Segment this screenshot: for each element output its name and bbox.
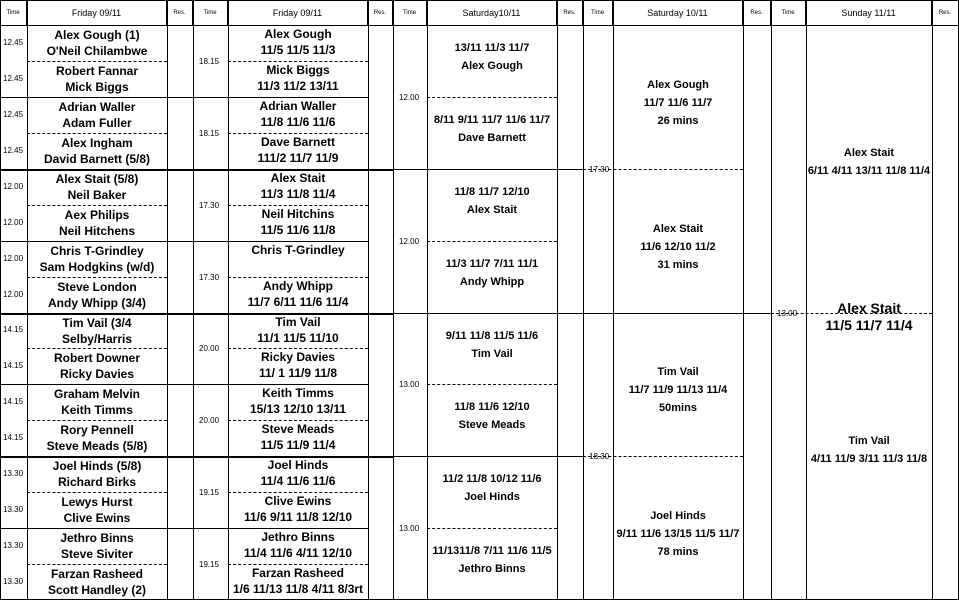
round2-winner: Chris T-Grindley [251, 242, 345, 257]
header-time-12: Time [771, 0, 806, 25]
semifinal-score: 11/7 11/6 11/7 [643, 96, 713, 109]
header-col5-13: Sunday 11/11 [806, 0, 932, 25]
round1-player: Tim Vail (3/4 [62, 315, 132, 330]
semifinal-time: 18.30 [589, 452, 610, 462]
header-col3-7: Saturday10/11 [427, 0, 557, 25]
round1-group-divider [0, 241, 193, 242]
round1-match-divider [27, 277, 167, 278]
column-line [368, 0, 369, 600]
round1-time: 12.00 [3, 253, 24, 263]
round2-score: 11/4 11/6 11/6 [260, 474, 336, 489]
round2-group-divider [193, 241, 368, 242]
round2-winner: Ricky Davies [260, 350, 336, 365]
quarterfinal-match-divider [427, 97, 557, 98]
semifinal-duration: 78 mins [657, 546, 699, 559]
round2-score: 11/5 11/6 11/8 [260, 222, 336, 237]
column-line [193, 0, 194, 600]
quarterfinal-winner: Alex Gough [461, 60, 523, 72]
round1-player: O'Neil Chilambwe [46, 44, 148, 58]
header-divider [0, 25, 959, 26]
round2-group-divider [193, 97, 368, 98]
round1-match-divider [27, 133, 167, 134]
round1-time: 14.15 [3, 397, 24, 407]
semifinal-duration: 31 mins [657, 258, 699, 271]
semifinal-score: 11/7 11/9 11/13 11/4 [628, 384, 728, 397]
semifinal-time: 17.30 [589, 164, 610, 174]
round2-time: 20.00 [199, 416, 220, 426]
round1-time: 14.15 [3, 361, 24, 371]
round1-match-divider [27, 492, 167, 493]
semifinal-score: 9/11 11/6 13/15 11/5 11/7 [616, 528, 740, 541]
header-res-14: Res. [932, 0, 959, 25]
quarterfinal-group-divider [393, 456, 583, 457]
header-col4-10: Saturday 10/11 [613, 0, 743, 25]
header-col2-4: Friday 09/11 [228, 0, 368, 25]
round1-player: Mick Biggs [65, 79, 129, 94]
final-semi1-score: 6/11 4/11 13/11 11/8 11/4 [807, 164, 931, 177]
round1-player: Alex Stait (5/8) [55, 171, 139, 186]
semifinal-winner: Alex Stait [652, 222, 704, 235]
column-line [557, 0, 558, 600]
final-semi1-winner: Alex Stait [843, 146, 895, 159]
round2-time: 19.15 [199, 488, 220, 498]
quarterfinal-winner: Jethro Binns [458, 563, 526, 576]
semifinal-duration: 50mins [659, 402, 697, 415]
header-res-2: Res. [167, 0, 193, 25]
round1-player: David Barnett (5/8) [43, 151, 151, 166]
round2-score: 11/5 11/9 11/4 [260, 438, 336, 453]
round2-time: 18.15 [199, 128, 220, 138]
round1-player: Lewys Hurst [61, 495, 133, 510]
round2-score: 11/1 11/5 11/10 [257, 330, 339, 345]
quarterfinal-group-divider [393, 313, 583, 314]
quarterfinal-time: 12.00 [399, 92, 420, 102]
quarterfinal-match-divider [427, 528, 557, 529]
round1-time: 14.15 [3, 325, 24, 335]
header-res-5: Res. [368, 0, 393, 25]
round2-group-divider [193, 169, 393, 171]
round1-player: Joel Hinds (5/8) [52, 459, 142, 474]
round1-match-divider [27, 420, 167, 421]
round2-winner: Joel Hinds [267, 458, 329, 473]
round2-score: 11/3 11/8 11/4 [260, 186, 336, 201]
quarterfinal-match-divider [427, 384, 557, 385]
round1-group-divider [0, 97, 193, 98]
round2-group-divider [193, 528, 368, 529]
round1-player: Chris T-Grindley [50, 243, 144, 258]
round1-time: 12.45 [3, 73, 24, 83]
round2-score: 11/7 6/11 11/6 11/4 [247, 294, 349, 309]
column-line [393, 0, 394, 600]
round1-player: Ricky Davies [59, 367, 135, 382]
semifinal-duration: 26 mins [657, 114, 699, 127]
quarterfinal-winner: Steve Meads [458, 419, 526, 432]
column-line [427, 0, 428, 600]
round2-winner: Keith Timms [262, 386, 334, 401]
header-time-9: Time [583, 0, 613, 25]
round1-player: Richard Birks [57, 475, 137, 490]
quarterfinal-group-divider [393, 169, 583, 170]
final-semi2-score: 4/11 11/9 3/11 11/3 11/8 [810, 453, 928, 466]
round1-player: Neil Baker [67, 187, 127, 202]
final-semi2-winner: Tim Vail [848, 435, 890, 448]
round1-player: Steve Siviter [60, 547, 134, 562]
round2-winner: Andy Whipp [263, 278, 333, 293]
semifinal-winner: Joel Hinds [650, 510, 706, 523]
quarterfinal-score: 11/8 11/6 12/10 [454, 401, 530, 414]
round2-group-divider [193, 384, 368, 385]
quarterfinal-score: 11/2 11/8 10/12 11/6 [442, 473, 542, 486]
round1-time: 12.00 [3, 289, 24, 299]
header-time-0: Time [0, 0, 27, 25]
column-line [743, 0, 744, 600]
column-line [583, 0, 584, 600]
quarterfinal-winner: Dave Barnett [458, 131, 526, 144]
quarterfinal-score: 11/8 11/7 12/10 [454, 185, 530, 198]
round2-score: 1/6 11/13 11/8 4/11 8/3rt [232, 582, 364, 597]
round2-group-divider [193, 313, 393, 315]
round2-time: 17.30 [199, 272, 220, 282]
quarterfinal-score: 13/11 11/3 11/7 [454, 42, 530, 54]
header-res-8: Res. [557, 0, 583, 25]
round1-group-divider [0, 528, 193, 529]
round2-score: 15/13 12/10 13/11 [249, 402, 347, 417]
quarterfinal-score: 9/11 11/8 11/5 11/6 [445, 329, 539, 342]
quarterfinal-winner: Alex Stait [466, 203, 518, 216]
round1-time: 12.45 [3, 109, 24, 119]
round1-time: 13.30 [3, 577, 24, 587]
round1-player: Steve London [57, 279, 137, 294]
semifinal-group-divider [583, 313, 771, 314]
column-line [167, 0, 168, 600]
round1-player: Robert Fannar [55, 63, 138, 78]
round2-score: 11/5 11/5 11/3 [260, 43, 336, 57]
semifinal-score: 11/6 12/10 11/2 [640, 240, 716, 253]
round2-time: 20.00 [199, 344, 220, 354]
round1-group-divider [0, 384, 193, 385]
column-line [932, 0, 933, 600]
round2-winner: Clive Ewins [264, 494, 332, 509]
column-line [771, 0, 772, 600]
round2-winner: Mick Biggs [266, 62, 330, 77]
round2-score: 11/4 11/6 4/11 12/10 [243, 546, 353, 561]
quarterfinal-time: 13.00 [399, 524, 420, 534]
round2-winner: Farzan Rasheed [251, 566, 345, 581]
semifinal-winner: Alex Gough [647, 78, 709, 91]
round1-player: Robert Downer [53, 351, 140, 366]
round1-player: Andy Whipp (3/4) [48, 295, 146, 310]
round2-winner: Adrian Waller [259, 98, 337, 113]
round1-player: Farzan Rasheed [50, 567, 144, 582]
quarterfinal-time: 12.00 [399, 236, 420, 246]
final-time: 13.00 [777, 308, 798, 318]
quarterfinal-winner: Joel Hinds [464, 491, 520, 504]
round2-winner: Jethro Binns [261, 530, 335, 545]
round1-time: 12.45 [3, 145, 24, 155]
round1-player: Aex Philips [64, 207, 130, 222]
round1-player: Graham Melvin [53, 387, 141, 402]
round2-score: 11/6 9/11 11/8 12/10 [243, 510, 353, 525]
round2-time: 19.15 [199, 560, 220, 570]
quarterfinal-score: 8/11 9/11 11/7 11/6 11/7 [433, 113, 551, 126]
round1-match-divider [27, 205, 167, 206]
round1-player: Selby/Harris [61, 331, 133, 346]
header-time-6: Time [393, 0, 427, 25]
round1-player: Steve Meads (5/8) [46, 439, 148, 454]
round1-player: Neil Hitchens [58, 223, 136, 238]
round2-group-divider [193, 456, 393, 458]
round2-score: 11/ 1 11/9 11/8 [258, 366, 338, 381]
round2-winner: Tim Vail [275, 314, 321, 329]
round2-winner: Alex Stait [270, 170, 326, 185]
quarterfinal-score: 11/3 11/7 7/11 11/1 [445, 257, 539, 270]
round2-winner: Steve Meads [261, 422, 335, 437]
round1-player: Rory Pennell [60, 423, 134, 438]
round1-player: Clive Ewins [63, 511, 131, 526]
round1-player: Adrian Waller [58, 99, 136, 114]
round1-match-divider [27, 348, 167, 349]
quarterfinal-time: 13.00 [399, 380, 420, 390]
round1-player: Scott Handley (2) [47, 583, 146, 598]
round1-player: Alex Ingham [61, 135, 133, 150]
round2-winner: Alex Gough [264, 27, 332, 41]
quarterfinal-match-divider [427, 241, 557, 242]
round1-time: 12.00 [3, 217, 24, 227]
round1-player: Sam Hodgkins (w/d) [39, 259, 155, 274]
final-champion: Alex Stait [837, 299, 901, 316]
header-time-3: Time [193, 0, 228, 25]
round1-time: 13.30 [3, 541, 24, 551]
round1-time: 12.45 [3, 37, 24, 47]
quarterfinal-winner: Tim Vail [471, 347, 513, 360]
round1-match-divider [27, 564, 167, 565]
quarterfinal-winner: Andy Whipp [459, 275, 525, 288]
round2-time: 17.30 [199, 200, 220, 210]
round1-player: Keith Timms [61, 403, 133, 418]
round1-match-divider [27, 61, 167, 62]
semifinal-winner: Tim Vail [657, 366, 699, 379]
round2-score: 111/2 11/7 11/9 [257, 150, 339, 165]
round1-player: Jethro Binns [60, 531, 134, 546]
round1-time: 12.00 [3, 181, 24, 191]
round1-player: Alex Gough (1) [54, 28, 140, 42]
round2-winner: Dave Barnett [260, 134, 336, 149]
round1-time: 14.15 [3, 433, 24, 443]
round1-time: 13.30 [3, 505, 24, 515]
round2-winner: Neil Hitchins [261, 206, 335, 221]
round1-time: 13.30 [3, 469, 24, 479]
round2-score: 11/3 11/2 13/11 [257, 78, 339, 93]
quarterfinal-score: 11/1311/8 7/11 11/6 11/5 [432, 545, 552, 558]
final-score: 11/5 11/7 11/4 [825, 316, 913, 333]
header-res-11: Res. [743, 0, 771, 25]
header-col1-1: Friday 09/11 [27, 0, 167, 25]
round1-player: Adam Fuller [62, 115, 132, 130]
round2-score: 11/8 11/6 11/6 [260, 114, 336, 129]
round2-time: 18.15 [199, 56, 220, 66]
